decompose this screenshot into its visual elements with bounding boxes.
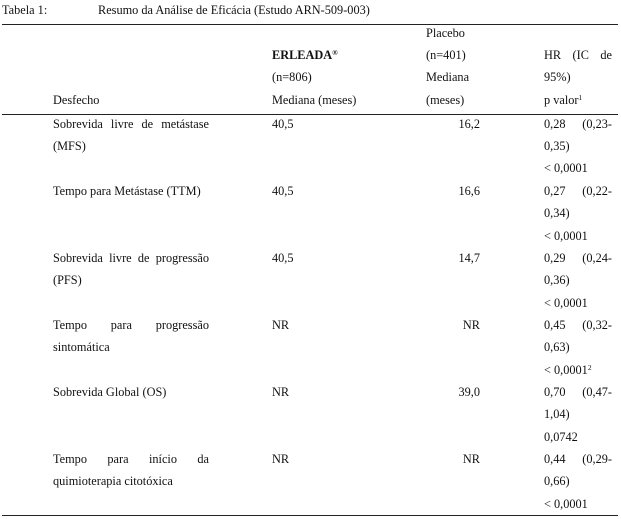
header-outcome: Desfecho: [53, 93, 100, 107]
row-erleada-value: 40,5: [272, 184, 294, 198]
header-erleada-n: (n=806): [272, 70, 312, 84]
row-placebo-value: NR: [462, 452, 480, 466]
row-outcome-line-2: quimioterapia citotóxica: [53, 474, 173, 488]
row-outcome-line-1: Tempo para progressão: [53, 318, 209, 332]
row-hr-line-2: 0,66): [544, 474, 570, 488]
row-hr-line-2: 0,34): [544, 206, 570, 220]
row-p-value: [544, 229, 588, 243]
row-p-text: 0,0742: [544, 430, 578, 444]
row-p-value: [544, 296, 588, 310]
row-outcome-line-1: Sobrevida Global (OS): [53, 385, 167, 399]
row-placebo-value: 16,6: [458, 184, 480, 198]
header-hr-1: HR (IC de: [544, 48, 612, 62]
header-hr-2: 95%): [544, 70, 571, 84]
table-bottom-rule: [2, 515, 618, 516]
row-p-text: < 0,0001: [544, 161, 588, 175]
row-p-value: [544, 497, 588, 511]
row-placebo-value: NR: [462, 318, 480, 332]
row-p-value: [544, 430, 578, 444]
row-hr-line-1: 0,27 (0,22-: [544, 184, 612, 198]
row-hr-line-1: 0,45 (0,32-: [544, 318, 612, 332]
row-hr-line-2: 0,35): [544, 139, 570, 153]
row-outcome-line-1: Tempo para início da: [53, 452, 209, 466]
row-outcome-line-2: (PFS): [53, 273, 82, 287]
row-hr-line-2: 0,63): [544, 340, 570, 354]
header-hr-p-label: p valor: [544, 93, 579, 107]
header-placebo-title: Placebo: [426, 26, 465, 40]
row-hr-line-1: 0,44 (0,29-: [544, 452, 612, 466]
header-hr-p-sup: 1: [578, 93, 583, 102]
row-outcome-line-1: Sobrevida livre de progressão: [53, 251, 209, 265]
row-placebo-value: 16,2: [458, 117, 480, 131]
row-erleada-value: 40,5: [272, 251, 294, 265]
table-caption-label: Tabela 1:: [2, 3, 48, 17]
row-erleada-value: NR: [272, 452, 290, 466]
header-placebo-median-1: Mediana: [426, 70, 470, 84]
table-caption-title: Resumo da Análise de Eficácia (Estudo ARN-509-003): [98, 3, 370, 17]
row-p-sup: 2: [587, 363, 592, 372]
row-hr-line-1: 0,70 (0,47-: [544, 385, 612, 399]
row-erleada-value: 40,5: [272, 117, 294, 131]
row-p-text: < 0,0001: [544, 229, 588, 243]
row-placebo-value: 39,0: [458, 385, 480, 399]
row-outcome-line-1: Tempo para Metástase (TTM): [53, 184, 201, 198]
row-hr-line-2: 0,36): [544, 273, 570, 287]
header-hr-p: [544, 93, 582, 107]
table-header-rule: [2, 114, 618, 115]
row-hr-line-1: 0,28 (0,23-: [544, 117, 612, 131]
header-erleada-median: Mediana (meses): [272, 93, 357, 107]
header-placebo-n: (n=401): [426, 48, 466, 62]
row-p-value: [544, 161, 588, 175]
row-outcome-line-1: Sobrevida livre de metástase: [53, 117, 209, 131]
row-hr-line-2: 1,04): [544, 407, 570, 421]
row-hr-line-1: 0,29 (0,24-: [544, 251, 612, 265]
row-outcome-line-2: sintomática: [53, 340, 110, 354]
header-erleada-title: [272, 48, 338, 62]
header-erleada-name: ERLEADA: [272, 48, 333, 62]
row-p-value: [544, 363, 592, 377]
row-erleada-value: NR: [272, 385, 290, 399]
row-p-text: < 0,0001: [544, 363, 588, 377]
row-placebo-value: 14,7: [458, 251, 480, 265]
row-p-text: < 0,0001: [544, 497, 588, 511]
header-erleada-reg: ®: [332, 48, 338, 57]
row-outcome-line-2: (MFS): [53, 139, 86, 153]
header-placebo-median-2: (meses): [426, 93, 465, 107]
row-erleada-value: NR: [272, 318, 290, 332]
table-top-rule: [2, 24, 618, 25]
row-p-text: < 0,0001: [544, 296, 588, 310]
